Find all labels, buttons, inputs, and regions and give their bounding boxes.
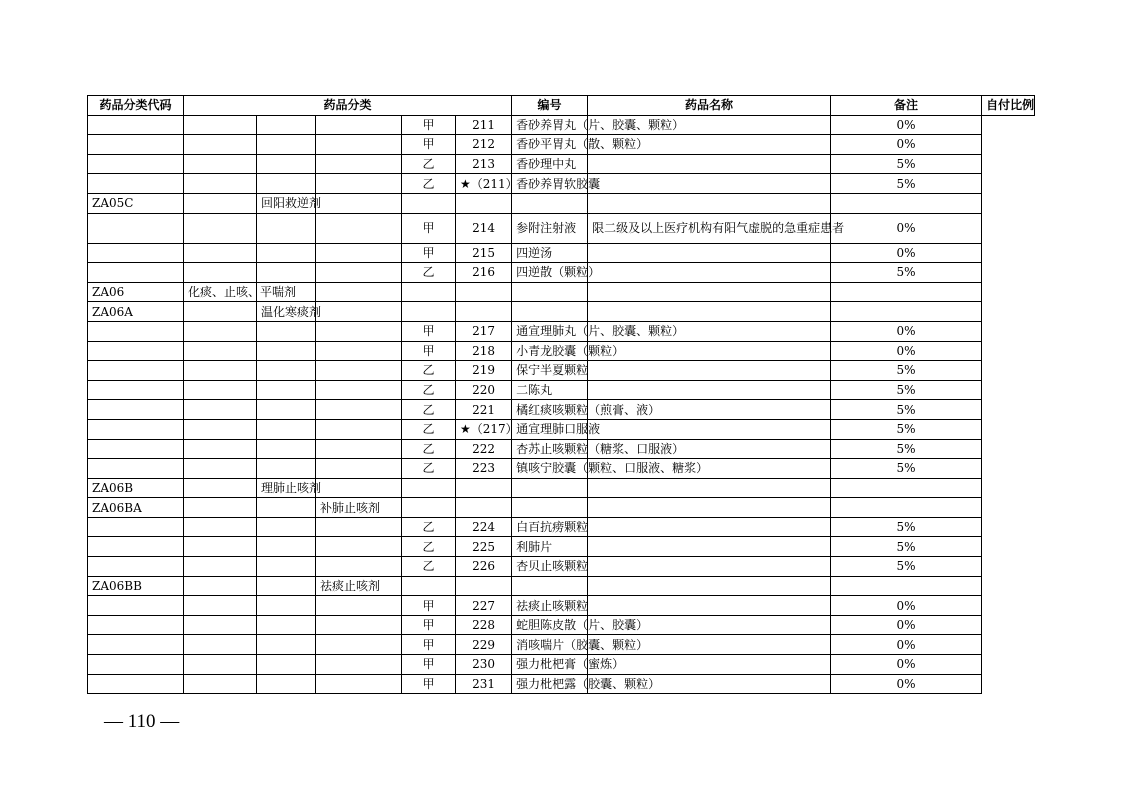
- cell-grade: 甲: [402, 213, 456, 243]
- cell-drug-name: 小青龙胶囊（颗粒）: [512, 341, 588, 361]
- cell-drug-name: 杏苏止咳颗粒（糖浆、口服液）: [512, 439, 588, 459]
- cell-category-level1: [184, 135, 257, 155]
- cell-category-level1: [184, 154, 257, 174]
- table-row: [88, 115, 1035, 135]
- cell-code: [88, 263, 184, 283]
- cell-number: 218: [456, 341, 512, 361]
- cell-ratio: 5%: [831, 263, 982, 283]
- cell-category-level2: [257, 154, 316, 174]
- cell-grade: [402, 302, 456, 322]
- cell-category-level1: [184, 635, 257, 655]
- cell-ratio: 5%: [831, 439, 982, 459]
- cell-ratio: 5%: [831, 380, 982, 400]
- cell-code: [88, 635, 184, 655]
- cell-grade: 乙: [402, 380, 456, 400]
- cell-grade: 甲: [402, 674, 456, 694]
- cell-grade: 甲: [402, 115, 456, 135]
- cell-note: [588, 596, 831, 616]
- cell-category-level2: [257, 174, 316, 194]
- cell-drug-name: 二陈丸: [512, 380, 588, 400]
- cell-note: [588, 557, 831, 577]
- cell-grade: 乙: [402, 361, 456, 381]
- cell-category-level2: [257, 400, 316, 420]
- cell-category-level3: [316, 135, 402, 155]
- cell-category-level1: 化痰、止咳、平喘剂: [184, 282, 257, 302]
- cell-category-level3: [316, 302, 402, 322]
- cell-code: ZA06: [88, 282, 184, 302]
- table-row: [88, 439, 1035, 459]
- cell-note: 限二级及以上医疗机构有阳气虚脱的急重症患者: [588, 213, 831, 243]
- cell-grade: 甲: [402, 615, 456, 635]
- cell-category-level2: [257, 380, 316, 400]
- cell-grade: 乙: [402, 557, 456, 577]
- cell-note: [588, 419, 831, 439]
- cell-drug-name: [512, 302, 588, 322]
- cell-category-level2: [257, 361, 316, 381]
- table-row: [88, 243, 1035, 263]
- cell-ratio: 5%: [831, 361, 982, 381]
- cell-category-level1: [184, 517, 257, 537]
- cell-number: 212: [456, 135, 512, 155]
- cell-code: [88, 674, 184, 694]
- cell-code: [88, 361, 184, 381]
- table-row: [88, 674, 1035, 694]
- cell-ratio: 0%: [831, 321, 982, 341]
- cell-number: [456, 498, 512, 518]
- cell-grade: 乙: [402, 459, 456, 479]
- cell-note: [588, 361, 831, 381]
- cell-number: 229: [456, 635, 512, 655]
- cell-category-level3: [316, 243, 402, 263]
- cell-category-level1: [184, 498, 257, 518]
- cell-ratio: 0%: [831, 243, 982, 263]
- cell-grade: 乙: [402, 537, 456, 557]
- cell-note: [588, 655, 831, 675]
- cell-ratio: 5%: [831, 419, 982, 439]
- cell-ratio: 5%: [831, 174, 982, 194]
- cell-category-level1: [184, 213, 257, 243]
- table-row: [88, 557, 1035, 577]
- cell-drug-name: 通宣理肺口服液: [512, 419, 588, 439]
- cell-category-level2: [257, 635, 316, 655]
- cell-category-level3: [316, 115, 402, 135]
- cell-number: 216: [456, 263, 512, 283]
- cell-category-level3: [316, 380, 402, 400]
- cell-note: [588, 263, 831, 283]
- cell-grade: [402, 282, 456, 302]
- cell-ratio: 0%: [831, 115, 982, 135]
- cell-ratio: [831, 282, 982, 302]
- table-row: [88, 154, 1035, 174]
- cell-number: [456, 478, 512, 498]
- cell-note: [588, 193, 831, 213]
- cell-ratio: 5%: [831, 517, 982, 537]
- table-row: [88, 655, 1035, 675]
- cell-grade: 甲: [402, 321, 456, 341]
- header-ratio: 自付比例: [982, 96, 1035, 116]
- cell-category-level3: [316, 193, 402, 213]
- cell-category-level3: [316, 174, 402, 194]
- cell-category-level1: [184, 674, 257, 694]
- cell-category-level2: [257, 576, 316, 596]
- cell-grade: [402, 193, 456, 213]
- header-name: 药品名称: [588, 96, 831, 116]
- drug-catalog-table: [87, 95, 1035, 694]
- cell-code: ZA06B: [88, 478, 184, 498]
- cell-drug-name: [512, 498, 588, 518]
- cell-grade: 乙: [402, 517, 456, 537]
- cell-number: 221: [456, 400, 512, 420]
- table-row: [88, 321, 1035, 341]
- table-row: [88, 635, 1035, 655]
- table-row: [88, 537, 1035, 557]
- cell-number: 224: [456, 517, 512, 537]
- cell-grade: 乙: [402, 263, 456, 283]
- cell-drug-name: 四逆散（颗粒）: [512, 263, 588, 283]
- cell-ratio: [831, 498, 982, 518]
- cell-drug-name: 橘红痰咳颗粒（煎膏、液）: [512, 400, 588, 420]
- table-row: [88, 380, 1035, 400]
- cell-number: 222: [456, 439, 512, 459]
- cell-category-level3: [316, 635, 402, 655]
- cell-note: [588, 576, 831, 596]
- cell-code: ZA05C: [88, 193, 184, 213]
- cell-code: [88, 655, 184, 675]
- cell-code: ZA06A: [88, 302, 184, 322]
- cell-category-level3: 补肺止咳剂: [316, 498, 402, 518]
- cell-category-level3: [316, 596, 402, 616]
- cell-category-level3: [316, 557, 402, 577]
- cell-category-level2: [257, 537, 316, 557]
- cell-note: [588, 537, 831, 557]
- table-row: [88, 361, 1035, 381]
- cell-code: [88, 557, 184, 577]
- cell-drug-name: 白百抗痨颗粒: [512, 517, 588, 537]
- cell-drug-name: [512, 193, 588, 213]
- page-number: — 110 —: [104, 711, 180, 732]
- cell-category-level3: [316, 478, 402, 498]
- cell-drug-name: 香砂平胃丸（散、颗粒）: [512, 135, 588, 155]
- cell-category-level2: [257, 517, 316, 537]
- cell-category-level3: [316, 655, 402, 675]
- table-row: [88, 213, 1035, 243]
- cell-ratio: [831, 576, 982, 596]
- cell-ratio: 0%: [831, 674, 982, 694]
- cell-drug-name: 参附注射液: [512, 213, 588, 243]
- cell-drug-name: 四逆汤: [512, 243, 588, 263]
- cell-category-level1: [184, 174, 257, 194]
- cell-category-level3: [316, 213, 402, 243]
- cell-category-level2: [257, 321, 316, 341]
- cell-number: 213: [456, 154, 512, 174]
- cell-drug-name: 祛痰止咳颗粒: [512, 596, 588, 616]
- cell-category-level2: [257, 615, 316, 635]
- table-row: [88, 135, 1035, 155]
- cell-number: 231: [456, 674, 512, 694]
- cell-category-level2: [257, 115, 316, 135]
- cell-category-level2: [257, 439, 316, 459]
- cell-category-level2: [257, 135, 316, 155]
- cell-number: 228: [456, 615, 512, 635]
- cell-number: 215: [456, 243, 512, 263]
- cell-note: [588, 341, 831, 361]
- cell-code: [88, 459, 184, 479]
- cell-number: 214: [456, 213, 512, 243]
- cell-category-level1: [184, 361, 257, 381]
- cell-drug-name: [512, 282, 588, 302]
- cell-number: 220: [456, 380, 512, 400]
- cell-category-level2: [257, 341, 316, 361]
- cell-note: [588, 517, 831, 537]
- cell-grade: 甲: [402, 341, 456, 361]
- cell-category-level1: [184, 576, 257, 596]
- table-row: [88, 459, 1035, 479]
- cell-category-level3: [316, 400, 402, 420]
- cell-ratio: 0%: [831, 635, 982, 655]
- cell-grade: 乙: [402, 174, 456, 194]
- cell-category-level2: [257, 419, 316, 439]
- table-row: [88, 615, 1035, 635]
- cell-number: ★（217）: [456, 419, 512, 439]
- cell-category-level1: [184, 400, 257, 420]
- cell-drug-name: 消咳喘片（胶囊、颗粒）: [512, 635, 588, 655]
- cell-drug-name: 通宣理肺丸（片、胶囊、颗粒）: [512, 321, 588, 341]
- cell-note: [588, 243, 831, 263]
- cell-category-level1: [184, 655, 257, 675]
- cell-drug-name: 杏贝止咳颗粒: [512, 557, 588, 577]
- cell-note: [588, 498, 831, 518]
- cell-category-level3: [316, 517, 402, 537]
- table-row: [88, 517, 1035, 537]
- cell-category-level3: [316, 154, 402, 174]
- cell-category-level3: [316, 674, 402, 694]
- cell-code: ZA06BB: [88, 576, 184, 596]
- cell-code: [88, 615, 184, 635]
- table-row: [88, 478, 1035, 498]
- cell-category-level2: [257, 263, 316, 283]
- cell-ratio: [831, 478, 982, 498]
- table-row: [88, 174, 1035, 194]
- cell-grade: [402, 576, 456, 596]
- cell-code: [88, 419, 184, 439]
- cell-category-level1: [184, 321, 257, 341]
- cell-category-level2: 回阳救逆剂: [257, 193, 316, 213]
- cell-category-level1: [184, 478, 257, 498]
- table-header-row: [88, 96, 1035, 116]
- cell-category-level2: 理肺止咳剂: [257, 478, 316, 498]
- table-row: [88, 596, 1035, 616]
- cell-note: [588, 154, 831, 174]
- cell-grade: 乙: [402, 439, 456, 459]
- cell-code: [88, 135, 184, 155]
- cell-category-level1: [184, 419, 257, 439]
- table-row: [88, 498, 1035, 518]
- cell-drug-name: 强力枇杷露（胶囊、颗粒）: [512, 674, 588, 694]
- cell-ratio: 0%: [831, 615, 982, 635]
- cell-note: [588, 282, 831, 302]
- cell-category-level1: [184, 341, 257, 361]
- cell-code: [88, 380, 184, 400]
- table-row: [88, 302, 1035, 322]
- cell-number: 211: [456, 115, 512, 135]
- table-row: [88, 576, 1035, 596]
- cell-category-level2: [257, 655, 316, 675]
- cell-category-level1: [184, 243, 257, 263]
- cell-category-level1: [184, 459, 257, 479]
- cell-grade: 甲: [402, 635, 456, 655]
- cell-code: [88, 213, 184, 243]
- table-row: [88, 193, 1035, 213]
- cell-category-level1: [184, 193, 257, 213]
- cell-number: 226: [456, 557, 512, 577]
- cell-code: [88, 341, 184, 361]
- header-number: 编号: [512, 96, 588, 116]
- cell-code: [88, 439, 184, 459]
- cell-category-level1: [184, 439, 257, 459]
- cell-category-level2: [257, 557, 316, 577]
- cell-grade: [402, 498, 456, 518]
- cell-grade: 甲: [402, 135, 456, 155]
- cell-number: 230: [456, 655, 512, 675]
- cell-category-level2: [257, 596, 316, 616]
- cell-number: [456, 193, 512, 213]
- table-row: [88, 263, 1035, 283]
- cell-number: 217: [456, 321, 512, 341]
- cell-drug-name: [512, 478, 588, 498]
- cell-drug-name: 香砂理中丸: [512, 154, 588, 174]
- table-row: [88, 400, 1035, 420]
- cell-number: ★（211）: [456, 174, 512, 194]
- cell-category-level3: [316, 263, 402, 283]
- cell-category-level2: [257, 498, 316, 518]
- cell-drug-name: 香砂养胃软胶囊: [512, 174, 588, 194]
- cell-code: [88, 154, 184, 174]
- cell-category-level2: [257, 213, 316, 243]
- cell-category-level3: [316, 419, 402, 439]
- cell-category-level2: [257, 459, 316, 479]
- cell-ratio: 0%: [831, 213, 982, 243]
- cell-drug-name: 蛇胆陈皮散（片、胶囊）: [512, 615, 588, 635]
- cell-category-level3: [316, 459, 402, 479]
- cell-category-level3: [316, 341, 402, 361]
- cell-note: [588, 302, 831, 322]
- cell-drug-name: 利肺片: [512, 537, 588, 557]
- cell-code: [88, 537, 184, 557]
- cell-category-level1: [184, 596, 257, 616]
- cell-ratio: 5%: [831, 459, 982, 479]
- cell-grade: 甲: [402, 596, 456, 616]
- cell-category-level3: [316, 537, 402, 557]
- cell-category-level2: [257, 243, 316, 263]
- table-body: [88, 115, 1035, 694]
- cell-category-level1: [184, 380, 257, 400]
- cell-number: [456, 282, 512, 302]
- cell-ratio: 0%: [831, 341, 982, 361]
- cell-number: [456, 576, 512, 596]
- cell-ratio: 0%: [831, 135, 982, 155]
- cell-grade: 乙: [402, 154, 456, 174]
- cell-note: [588, 380, 831, 400]
- cell-grade: 甲: [402, 243, 456, 263]
- cell-ratio: [831, 193, 982, 213]
- cell-code: [88, 517, 184, 537]
- cell-code: [88, 321, 184, 341]
- cell-category-level1: [184, 557, 257, 577]
- cell-drug-name: 强力枇杷膏（蜜炼）: [512, 655, 588, 675]
- cell-drug-name: [512, 576, 588, 596]
- cell-category-level3: 祛痰止咳剂: [316, 576, 402, 596]
- cell-grade: [402, 478, 456, 498]
- cell-code: [88, 243, 184, 263]
- cell-category-level3: [316, 439, 402, 459]
- cell-number: [456, 302, 512, 322]
- header-note: 备注: [831, 96, 982, 116]
- cell-number: 225: [456, 537, 512, 557]
- table-row: [88, 341, 1035, 361]
- cell-category-level2: 温化寒痰剂: [257, 302, 316, 322]
- cell-category-level1: [184, 263, 257, 283]
- cell-number: 219: [456, 361, 512, 381]
- cell-grade: 乙: [402, 400, 456, 420]
- cell-ratio: 5%: [831, 557, 982, 577]
- cell-note: [588, 174, 831, 194]
- cell-ratio: 5%: [831, 537, 982, 557]
- cell-ratio: [831, 302, 982, 322]
- header-category: 药品分类: [184, 96, 512, 116]
- cell-category-level1: [184, 615, 257, 635]
- table-row: [88, 419, 1035, 439]
- header-code: 药品分类代码: [88, 96, 184, 116]
- cell-category-level2: [257, 674, 316, 694]
- cell-code: [88, 400, 184, 420]
- cell-ratio: 0%: [831, 596, 982, 616]
- cell-drug-name: 保宁半夏颗粒: [512, 361, 588, 381]
- cell-drug-name: 镇咳宁胶囊（颗粒、口服液、糖浆）: [512, 459, 588, 479]
- cell-ratio: 5%: [831, 154, 982, 174]
- cell-category-level1: [184, 537, 257, 557]
- cell-category-level3: [316, 615, 402, 635]
- table-row: [88, 282, 1035, 302]
- cell-code: ZA06BA: [88, 498, 184, 518]
- cell-number: 223: [456, 459, 512, 479]
- cell-ratio: 0%: [831, 655, 982, 675]
- cell-category-level1: [184, 302, 257, 322]
- cell-drug-name: 香砂养胃丸（片、胶囊、颗粒）: [512, 115, 588, 135]
- cell-number: 227: [456, 596, 512, 616]
- cell-category-level1: [184, 115, 257, 135]
- cell-grade: 甲: [402, 655, 456, 675]
- cell-ratio: 5%: [831, 400, 982, 420]
- cell-category-level3: [316, 321, 402, 341]
- cell-code: [88, 115, 184, 135]
- cell-code: [88, 596, 184, 616]
- cell-category-level3: [316, 361, 402, 381]
- cell-grade: 乙: [402, 419, 456, 439]
- cell-code: [88, 174, 184, 194]
- cell-note: [588, 478, 831, 498]
- cell-category-level3: [316, 282, 402, 302]
